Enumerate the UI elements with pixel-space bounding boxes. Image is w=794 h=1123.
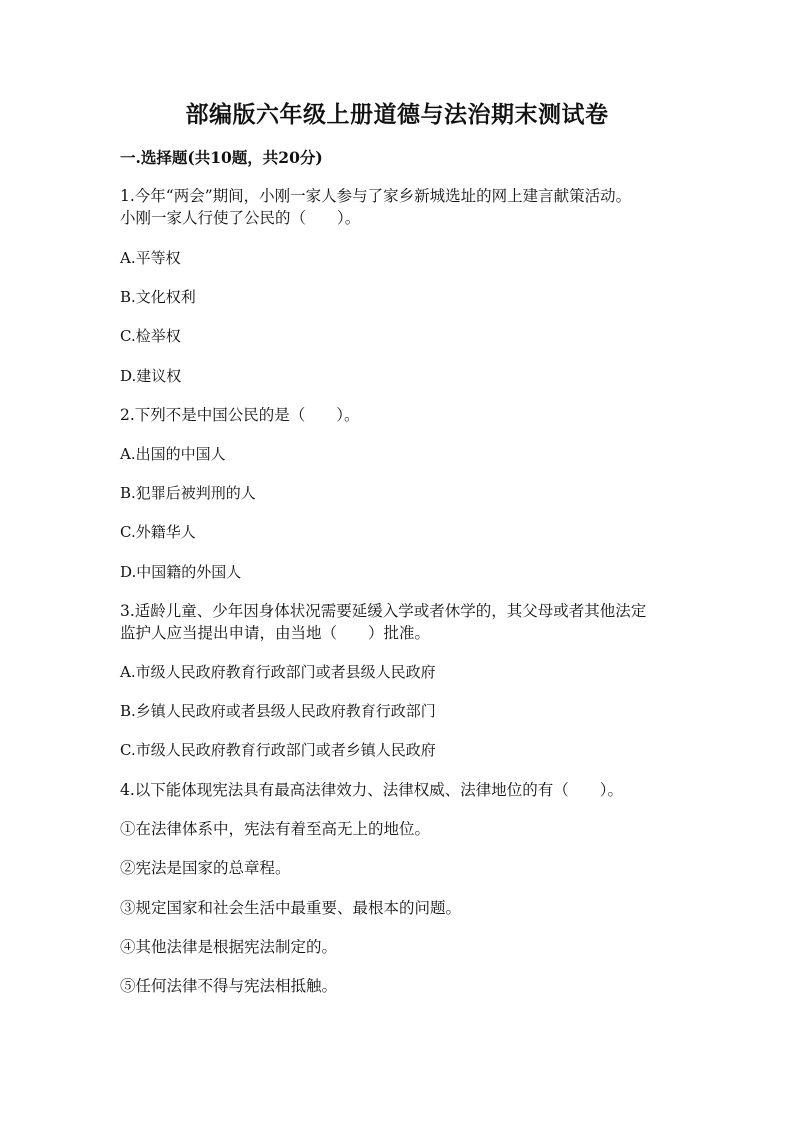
question-1-option-c: C.检举权 xyxy=(120,327,181,345)
question-4-statement-4: ④其他法律是根据宪法制定的。 xyxy=(120,938,338,956)
question-3-stem-line-1: 3.适龄儿童、少年因身体状况需要延缓入学或者休学的，其父母或者其他法定 xyxy=(120,602,647,620)
question-1-stem-line-1: 1.今年“两会”期间，小刚一家人参与了家乡新城选址的网上建言献策活动。 xyxy=(120,187,632,205)
question-4-statement-2: ②宪法是国家的总章程。 xyxy=(120,859,291,877)
question-2-option-c: C.外籍华人 xyxy=(120,523,196,541)
question-1-stem-line-2: 小刚一家人行使了公民的（ ）。 xyxy=(120,209,361,227)
question-2-stem: 2.下列不是中国公民的是（ ）。 xyxy=(120,406,360,424)
question-4-statement-3: ③规定国家和社会生活中最重要、最根本的问题。 xyxy=(120,899,462,917)
question-1-option-d: D.建议权 xyxy=(120,367,182,385)
question-2-option-b: B.犯罪后被判刑的人 xyxy=(120,484,256,502)
question-4-statement-5: ⑤任何法律不得与宪法相抵触。 xyxy=(120,977,338,995)
page-title: 部编版六年级上册道德与法治期末测试卷 xyxy=(185,101,609,128)
question-3-option-a: A.市级人民政府教育行政部门或者县级人民政府 xyxy=(120,663,436,681)
question-2-option-d: D.中国籍的外国人 xyxy=(120,563,242,581)
question-3-option-c: C.市级人民政府教育行政部门或者乡镇人民政府 xyxy=(120,741,436,759)
question-4-statement-1: ①在法律体系中，宪法有着至高无上的地位。 xyxy=(120,820,431,838)
question-3-option-b: B.乡镇人民政府或者县级人民政府教育行政部门 xyxy=(120,702,436,720)
question-3-stem-line-2: 监护人应当提出申请，由当地（ ）批准。 xyxy=(120,624,431,642)
question-1-option-b: B.文化权利 xyxy=(120,288,196,306)
question-1-option-a: A.平等权 xyxy=(120,249,181,267)
section-heading: 一.选择题(共10题，共20分) xyxy=(120,148,323,167)
question-4-stem: 4.以下能体现宪法具有最高法律效力、法律权威、法律地位的有（ ）。 xyxy=(120,781,624,799)
question-2-option-a: A.出国的中国人 xyxy=(120,445,226,463)
